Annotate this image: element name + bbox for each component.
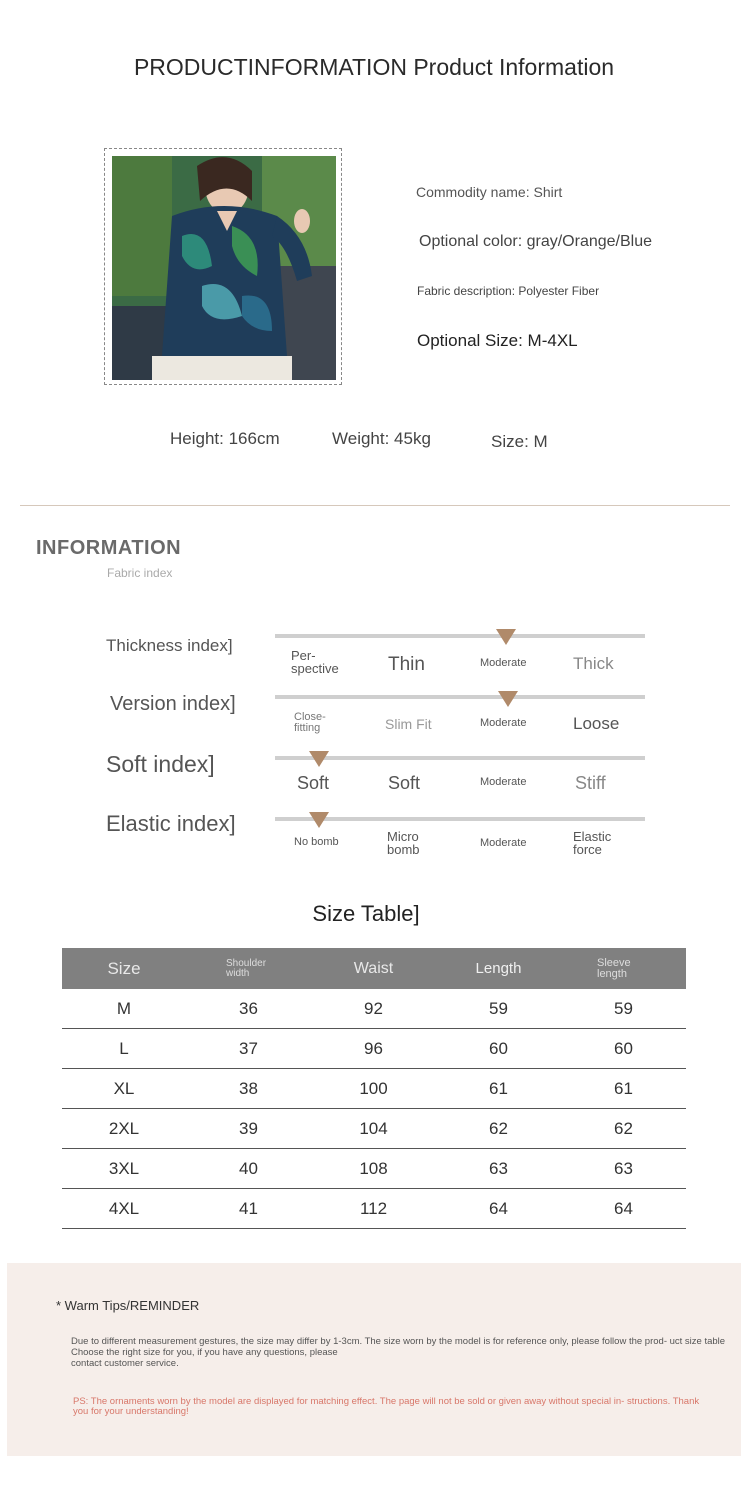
thickness-index-label: Thickness index] (106, 636, 233, 655)
cell-sleeve: 64 (561, 1189, 686, 1229)
elastic-level-3: Moderate (480, 837, 527, 849)
cell-shoulder: 37 (186, 1029, 311, 1069)
information-subheading: Fabric index (107, 566, 173, 580)
version-level-2: Slim Fit (385, 716, 432, 732)
model-size: Size: M (491, 432, 548, 451)
elastic-index-label: Elastic index] (106, 811, 236, 836)
soft-selected-marker (309, 751, 329, 767)
size-table-title: Size Table] (312, 901, 420, 926)
cell-waist: 92 (311, 989, 436, 1029)
cell-waist: 112 (311, 1189, 436, 1229)
soft-level-4: Stiff (575, 773, 606, 793)
size-table (62, 948, 686, 1229)
product-photo-frame (104, 148, 342, 385)
version-index-bar (275, 695, 645, 699)
cell-length: 59 (436, 989, 561, 1029)
cell-size: XL (62, 1069, 186, 1109)
table-row (62, 1069, 686, 1109)
table-row (62, 1189, 686, 1229)
soft-level-1: Soft (297, 773, 330, 793)
table-row (62, 1029, 686, 1069)
version-level-1: Close- fitting (294, 711, 326, 734)
optional-color: Optional color: gray/Orange/Blue (419, 233, 653, 250)
table-row (62, 1149, 686, 1189)
version-selected-marker (498, 691, 518, 707)
model-height: Height: 166cm (170, 429, 280, 448)
optional-size: Optional Size: M-4XL (417, 331, 578, 350)
size-table-header-row (62, 948, 686, 989)
cell-shoulder: 39 (186, 1109, 311, 1149)
cell-size: M (62, 989, 186, 1029)
section-divider (20, 505, 730, 506)
soft-level-3: Moderate (480, 776, 527, 788)
thickness-selected-marker (496, 629, 516, 645)
elastic-level-4: Elastic force (573, 829, 612, 857)
table-row (62, 989, 686, 1029)
header-length: Length (436, 948, 561, 989)
cell-length: 63 (436, 1149, 561, 1189)
warm-tips-body (71, 1336, 731, 1369)
thickness-level-2: Thin (388, 654, 425, 675)
warm-tips-title: * Warm Tips/REMINDER (56, 1298, 200, 1313)
information-heading: INFORMATION (36, 537, 182, 559)
cell-sleeve: 59 (561, 989, 686, 1029)
header-size: Size (62, 948, 186, 989)
cell-size: 2XL (62, 1109, 186, 1149)
product-photo (112, 156, 336, 380)
cell-sleeve: 61 (561, 1069, 686, 1109)
cell-shoulder: 36 (186, 989, 311, 1029)
cell-waist: 104 (311, 1109, 436, 1149)
cell-shoulder: 41 (186, 1189, 311, 1229)
cell-waist: 96 (311, 1029, 436, 1069)
soft-index-bar (275, 756, 645, 760)
header-sleeve-length: Sleeve length (561, 948, 686, 989)
cell-size: L (62, 1029, 186, 1069)
cell-sleeve: 63 (561, 1149, 686, 1189)
cell-size: 4XL (62, 1189, 186, 1229)
elastic-selected-marker (309, 812, 329, 828)
cell-length: 60 (436, 1029, 561, 1069)
cell-size: 3XL (62, 1149, 186, 1189)
thickness-level-3: Moderate (480, 657, 527, 669)
cell-sleeve: 60 (561, 1029, 686, 1069)
tips-line-2: Choose the right size for you, if you have any questions, please (71, 1347, 338, 1358)
version-index-label: Version index] (110, 693, 236, 715)
cell-waist: 108 (311, 1149, 436, 1189)
tips-line-3: contact customer service. (71, 1358, 179, 1369)
commodity-name: Commodity name: Shirt (416, 184, 563, 200)
thickness-index-bar (275, 634, 645, 638)
soft-index-label: Soft index] (106, 751, 215, 777)
cell-sleeve: 62 (561, 1109, 686, 1149)
warm-tips-ps: PS: The ornaments worn by the model are displayed for matching effect. The page will not be sold or given away without special in- structions. Thank you for your understanding! (73, 1396, 700, 1417)
fabric-description: Fabric description: Polyester Fiber (417, 284, 600, 298)
cell-length: 61 (436, 1069, 561, 1109)
thickness-level-1: Per- spective (291, 648, 339, 676)
cell-shoulder: 38 (186, 1069, 311, 1109)
version-level-3: Moderate (480, 717, 527, 729)
elastic-level-2: Micro bomb (387, 829, 420, 857)
soft-level-2: Soft (388, 773, 421, 793)
header-shoulder-width: Shoulder width (186, 948, 311, 989)
table-row (62, 1109, 686, 1149)
version-level-4: Loose (573, 714, 620, 733)
cell-length: 62 (436, 1109, 561, 1149)
tips-line-1: Due to different measurement gestures, the size may differ by 1-3cm. The size worn by the model is for reference only, please follow the prod- uct size table (71, 1336, 726, 1347)
cell-length: 64 (436, 1189, 561, 1229)
header-waist: Waist (311, 948, 436, 989)
cell-waist: 100 (311, 1069, 436, 1109)
page-title: PRODUCTINFORMATION Product Information (133, 54, 615, 80)
cell-shoulder: 40 (186, 1149, 311, 1189)
elastic-level-1: No bomb (294, 836, 339, 848)
thickness-level-4: Thick (573, 654, 614, 673)
model-weight: Weight: 45kg (332, 429, 431, 448)
elastic-index-bar (275, 817, 645, 821)
